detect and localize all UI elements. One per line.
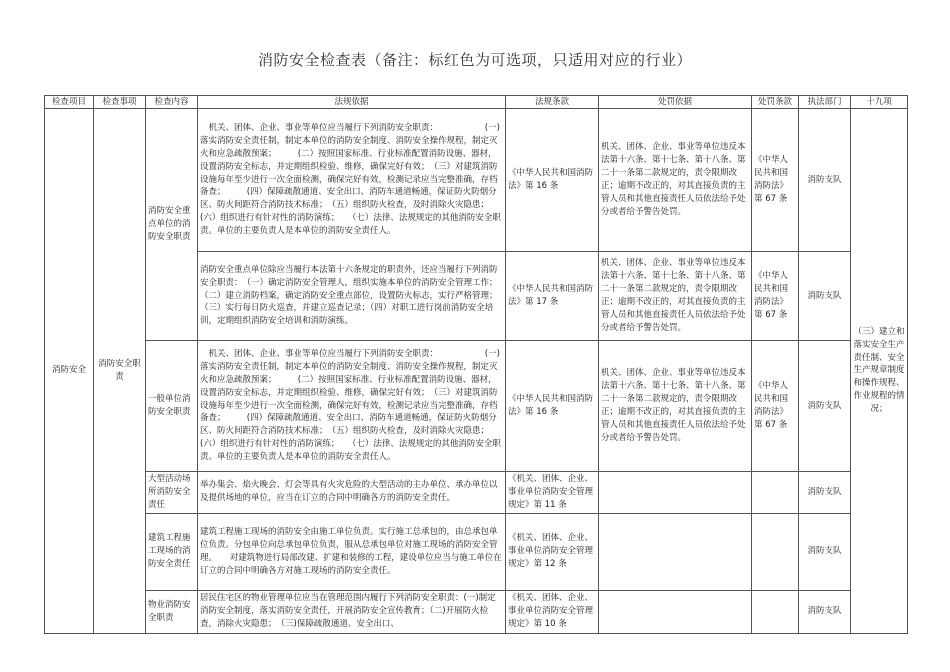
penalty-clause-cell: 《中华人民共和国消防法》第 67 条 <box>752 109 799 252</box>
penalty-basis-cell: 机关、团体、企业、事业等单位违反本法第十六条、第十七条、第十八条、第二十一条第二款规定的，责令限期改正；逾期不改正的，对其直接负责的主管人员和其他直接责任人员依法给予处分或者给予警告处罚。 <box>599 109 752 252</box>
penalty-basis-cell <box>599 513 752 590</box>
table-header-row <box>45 96 908 109</box>
check-content-cell: 一般单位消防安全职责 <box>146 341 198 472</box>
regulation-basis-cell: 居民住宅区的物业管理单位应当在管理范围内履行下列消防安全职责：(一)制定消防安全制度，落实消防安全责任，开展消防安全宣传教育；（二)开展防火检查，消除火灾隐患； （三)保障疏散通道、安全出口、 <box>198 590 506 633</box>
regulation-clause-cell: 《机关、团体、企业、事业单位消防安全管理规定》第 11 条 <box>506 472 599 514</box>
header-cell: 法规条款 <box>506 96 599 109</box>
check-content-cell: 建筑工程施工现场的消防安全责任 <box>146 513 198 590</box>
header-cell: 检查事项 <box>94 96 146 109</box>
nineteen-items-cell: （三）建立和落实安全生产责任制、安全生产规章制度和操作规程、作业规程的情况； <box>851 109 908 634</box>
penalty-clause-cell: 《中华人民共和国消防法》第 67 条 <box>752 252 799 341</box>
penalty-clause-cell: 《中华人民共和国消防法》第 67 条 <box>752 341 799 472</box>
check-content-cell: 消防安全重点单位的消防安全职责 <box>146 109 198 341</box>
penalty-basis-cell: 机关、团体、企业、事业等单位违反本法第十六条、第十七条、第十八条、第二十一条第二款规定的，责令限期改正；逾期不改正的，对其直接负责的主管人员和其他直接责任人员依法给予处分或者给予警告处罚。 <box>599 252 752 341</box>
regulation-basis-cell: 机关、团体、企业、事业等单位应当履行下列消防安全职责： (一)落实消防安全责任制，制定本单位的消防安全制度、消防安全操作规程，制定灭火和应急疏散预案； (二）按照国家标准、行业标准配置消防设施、器材，设置消防安全标志，并定期组织检验、维修，确保完好有效； （三）对建筑消防设施每年至少进行一次全面检测，确保完好有效，检测记录应当完整准确，存档备查； (四）保障疏散通道、安全出口、消防车通道畅通，保证防火防烟分区、防火间距符合消防技术标准； （五）组织防火检查，及时消除火灾隐患； (六）组织进行有针对性的消防演练； （七）法律、法规规定的其他消防安全职责。单位的主要负责人是本单位的消防安全责任人。 <box>198 341 506 472</box>
check-category-cell: 消防安全 <box>45 109 94 634</box>
fire-safety-checklist-table <box>44 95 908 634</box>
regulation-clause-cell: 《中华人民共和国消防法》第 16 条 <box>506 341 599 472</box>
page-title: 消防安全检查表（备注：标红色为可选项，只适用对应的行业） <box>257 51 692 69</box>
penalty-basis-cell: 机关、团体、企业、事业等单位违反本法第十六条、第十七条、第十八条、第二十一条第二款规定的，责令限期改正；逾期不改正的，对其直接负责的主管人员和其他直接责任人员依法给予处分或者给予警告处罚。 <box>599 341 752 472</box>
header-cell: 处罚条款 <box>752 96 799 109</box>
regulation-basis-cell: 建筑工程施工现场的消防安全由施工单位负责。实行施工总承包的，由总承包单位负责。分包单位向总承包单位负责，服从总承包单位对施工现场的消防安全管理。 对建筑物进行局部改建、扩建和装修的工程，建设单位应当与施工单位在订立的合同中明确各方对施工现场的消防安全责任。 <box>198 513 506 590</box>
regulation-basis-cell: 举办集会、焰火晚会、灯会等具有火灾危险的大型活动的主办单位、承办单位以及提供场地的单位，应当在订立的合同中明确各方的消防安全责任。 <box>198 472 506 514</box>
penalty-basis-cell <box>599 472 752 514</box>
penalty-clause-cell <box>752 472 799 514</box>
header-cell: 检查项目 <box>45 96 94 109</box>
table-row <box>45 109 908 252</box>
header-cell: 法规依据 <box>198 96 506 109</box>
header-cell: 检查内容 <box>146 96 198 109</box>
penalty-clause-cell <box>752 513 799 590</box>
penalty-basis-cell <box>599 590 752 633</box>
enforcement-dept-cell: 消防支队 <box>799 109 851 252</box>
regulation-clause-cell: 《机关、团体、企业、事业单位消防安全管理规定》第 10 条 <box>506 590 599 633</box>
regulation-clause-cell: 《中华人民共和国消防法》第 17 条 <box>506 252 599 341</box>
regulation-basis-cell: 机关、团体、企业、事业等单位应当履行下列消防安全职责： (一)落实消防安全责任制，制定本单位的消防安全制度、消防安全操作规程，制定灭火和应急疏散预案； (二）按照国家标准、行业标准配置消防设施、器材，设置消防安全标志，并定期组织检验、维修，确保完好有效； （三）对建筑消防设施每年至少进行一次全面检测，确保完好有效，检测记录应当完整准确，存档备查； (四）保障疏散通道、安全出口、消防车通道畅通，保证防火防烟分区、防火间距符合消防技术标准； （五）组织防火检查，及时消除火灾隐患； (六）组织进行有针对性的消防演练； （七）法律、法规规定的其他消防安全职责。单位的主要负责人是本单位的消防安全责任人。 <box>198 109 506 252</box>
enforcement-dept-cell: 消防支队 <box>799 341 851 472</box>
check-matter-cell: 消防安全职责 <box>94 109 146 634</box>
enforcement-dept-cell: 消防支队 <box>799 252 851 341</box>
enforcement-dept-cell: 消防支队 <box>799 472 851 514</box>
table-row <box>45 513 908 590</box>
enforcement-dept-cell: 消防支队 <box>799 590 851 633</box>
header-cell: 十九项 <box>851 96 908 109</box>
header-cell: 处罚依据 <box>599 96 752 109</box>
regulation-clause-cell: 《机关、团体、企业、事业单位消防安全管理规定》第 12 条 <box>506 513 599 590</box>
regulation-clause-cell: 《中华人民共和国消防法》第 16 条 <box>506 109 599 252</box>
penalty-clause-cell <box>752 590 799 633</box>
table-row <box>45 341 908 472</box>
enforcement-dept-cell: 消防支队 <box>799 513 851 590</box>
check-content-cell: 物业消防安全职责 <box>146 590 198 633</box>
table-row <box>45 590 908 633</box>
regulation-basis-cell: 消防安全重点单位除应当履行本法第十六条规定的职责外，还应当履行下列消防安全职责： （一）确定消防安全管理人，组织实施本单位的消防安全管理工作； （二）建立消防档案，确定消防安全重点部位，设置防火标志，实行严格管理； （三）实行每日防火巡查，并建立巡查记录；（四）对职工进行岗前消防安全培训，定期组织消防安全培训和消防演练。 <box>198 252 506 341</box>
table-row <box>45 472 908 514</box>
check-content-cell: 大型活动场所消防安全责任 <box>146 472 198 514</box>
header-cell: 执法部门 <box>799 96 851 109</box>
